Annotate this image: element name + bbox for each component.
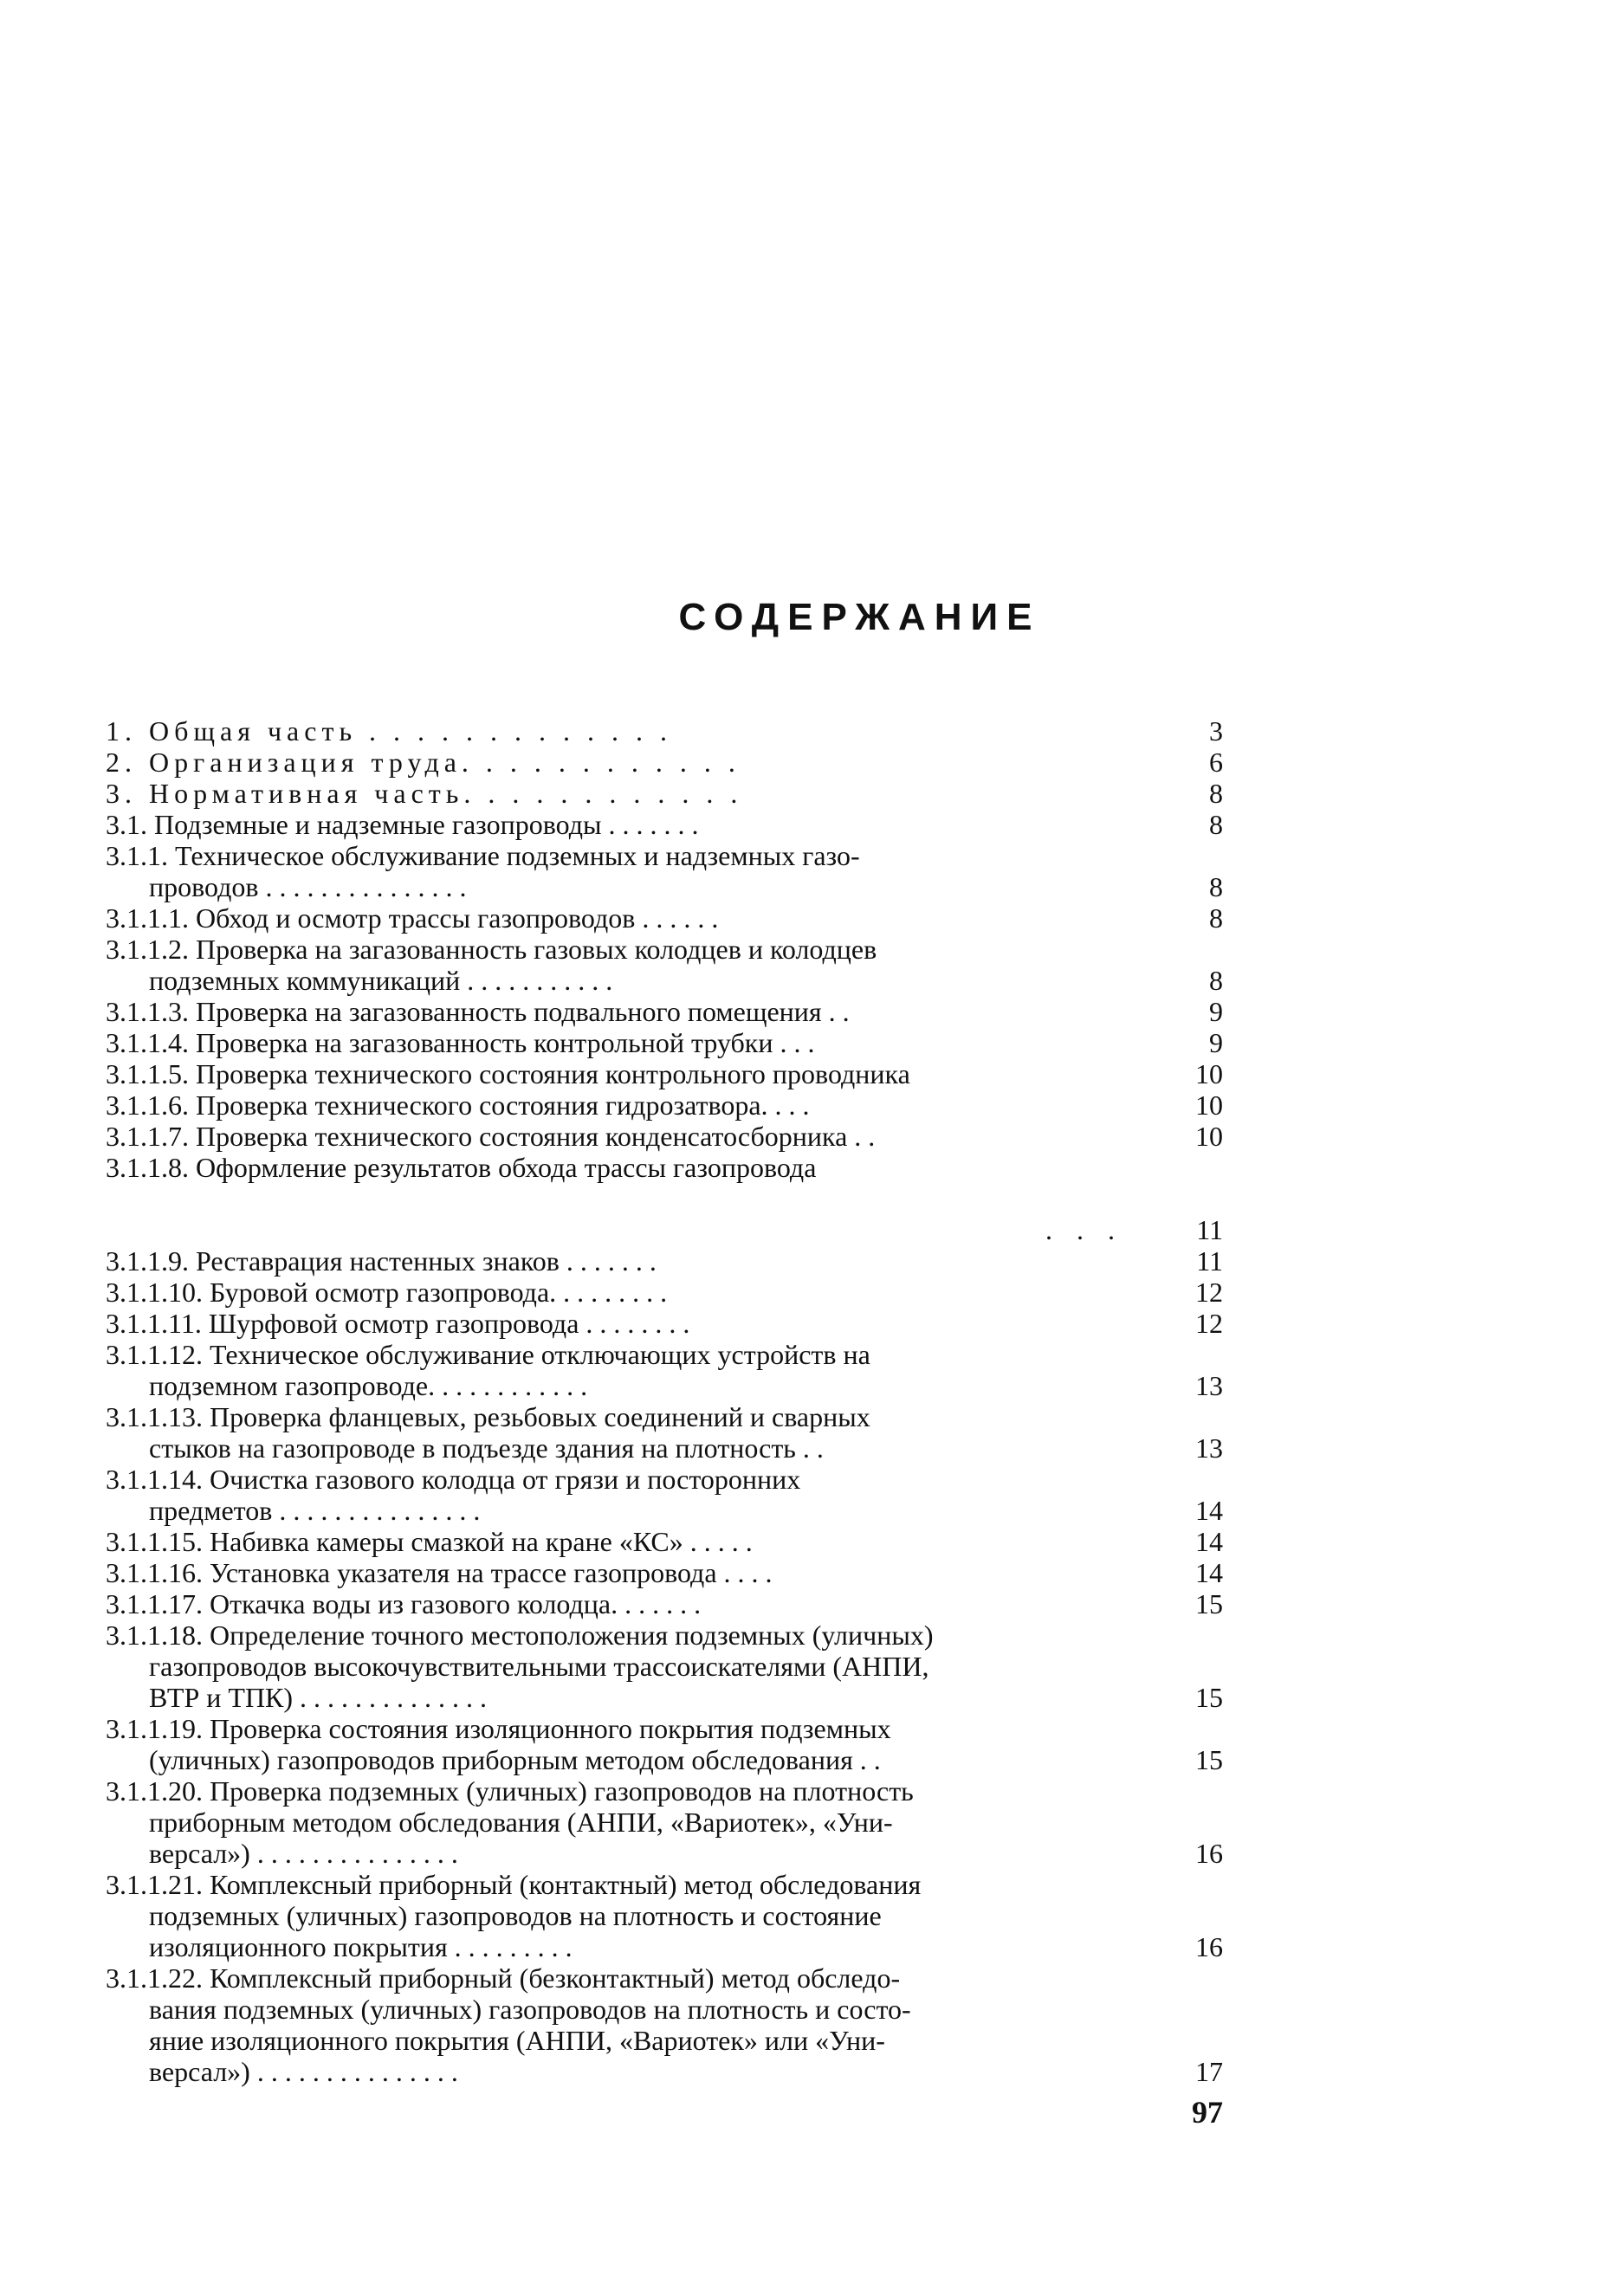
toc-entry <box>106 840 1223 902</box>
toc-entry-continuation: изоляционного покрытия . . . . . . . . . <box>149 1931 573 1962</box>
toc-entry-line: 3.1.1.10. Буровой осмотр газопровода. . . . . . . . . <box>106 1277 668 1308</box>
toc-entry-line: 3.1.1.3. Проверка на загазованность подвального помещения . . <box>106 996 850 1027</box>
toc-entry-text <box>106 1089 1123 1121</box>
toc-entry-page: 8 <box>1209 809 1223 840</box>
toc-entry-page: 6 <box>1209 747 1223 778</box>
toc-entry-text <box>106 1962 1123 2087</box>
toc-entry-continuation: версал») . . . . . . . . . . . . . . . <box>149 1838 458 1869</box>
toc-entry <box>106 1775 1223 1869</box>
toc-entry-text <box>106 1245 1123 1277</box>
toc-entry-text <box>106 1339 1123 1401</box>
toc-entry <box>106 1027 1223 1058</box>
toc-entry-line: 3.1.1.4. Проверка на загазованность контрольной трубки . . . <box>106 1027 815 1058</box>
toc-entry-text <box>106 1775 1123 1869</box>
table-of-contents <box>106 715 1223 2087</box>
toc-entry <box>106 778 1223 809</box>
toc-entry <box>106 1464 1223 1526</box>
toc-entry <box>106 1526 1223 1557</box>
toc-entry-line: 3.1.1.20. Проверка подземных (уличных) газопроводов на плотность <box>106 1775 914 1807</box>
toc-entry-line: 3. Нормативная часть. . . . . . . . . . . . <box>106 778 743 809</box>
toc-entry-page: 10 <box>1195 1058 1223 1089</box>
toc-entry-continuation: приборным методом обследования (АНПИ, «Вариотек», «Уни- <box>149 1807 893 1838</box>
toc-entry <box>106 1308 1223 1339</box>
toc-entry-continuation: подземных (уличных) газопроводов на плотность и состояние <box>149 1900 882 1931</box>
toc-entry-text <box>106 1588 1123 1619</box>
toc-entry-line: 3.1.1.19. Проверка состояния изоляционного покрытия подземных <box>106 1713 891 1744</box>
toc-entry-text <box>106 1121 1123 1152</box>
toc-entry-line: 3.1.1.12. Техническое обслуживание отключающих устройств на <box>106 1339 870 1370</box>
toc-entry <box>106 1619 1223 1713</box>
toc-entry-continuation: подземном газопроводе. . . . . . . . . . . . <box>149 1370 588 1401</box>
toc-entry-continuation: версал») . . . . . . . . . . . . . . . <box>149 2056 458 2087</box>
toc-entry-line: 3.1.1.1. Обход и осмотр трассы газопроводов . . . . . . <box>106 902 719 934</box>
toc-entry-text <box>106 1557 1123 1588</box>
toc-entry-continuation: газопроводов высокочувствительными трассоискателями (АНПИ, <box>149 1651 929 1682</box>
toc-entry <box>106 934 1223 996</box>
toc-entry-page: 8 <box>1209 871 1223 902</box>
toc-entry-page: 8 <box>1209 778 1223 809</box>
toc-entry-page: 16 <box>1195 1838 1223 1869</box>
toc-entry-continuation: предметов . . . . . . . . . . . . . . . <box>149 1495 481 1526</box>
page-number: 97 <box>1192 2095 1223 2130</box>
toc-entry-page: 8 <box>1209 902 1223 934</box>
toc-entry-page: 10 <box>1195 1121 1223 1152</box>
toc-entry-line: 3.1.1.5. Проверка технического состояния контрольного проводника <box>106 1058 910 1089</box>
toc-entry-line: 3.1.1.7. Проверка технического состояния конденсатосборника . . <box>106 1121 876 1152</box>
toc-entry-text <box>106 840 1123 902</box>
toc-entry-page: 13 <box>1195 1370 1223 1401</box>
toc-entry-continuation: подземных коммуникаций . . . . . . . . . . . <box>149 965 613 996</box>
toc-entry-continuation: ВТР и ТПК) . . . . . . . . . . . . . . <box>149 1682 488 1713</box>
toc-entry-page: 8 <box>1209 965 1223 996</box>
toc-entry-continuation: (уличных) газопроводов приборным методом обследования . . <box>149 1744 881 1775</box>
toc-entry-page: 14 <box>1195 1526 1223 1557</box>
toc-entry-text <box>106 902 1123 934</box>
toc-entry-page: 16 <box>1195 1931 1223 1962</box>
toc-entry <box>106 1089 1223 1121</box>
toc-entry-line: 3.1.1.13. Проверка фланцевых, резьбовых соединений и сварных <box>106 1401 870 1432</box>
toc-entry-page: 9 <box>1209 1027 1223 1058</box>
toc-entry-text <box>106 1058 1123 1089</box>
toc-entry-continuation: яние изоляционного покрытия (АНПИ, «Вариотек» или «Уни- <box>149 2025 885 2056</box>
toc-entry <box>106 809 1223 840</box>
toc-entry-line: 3.1.1. Техническое обслуживание подземных и надземных газо- <box>106 840 860 871</box>
toc-entry-text <box>106 715 1123 747</box>
toc-entry-page: 15 <box>1195 1588 1223 1619</box>
toc-entry <box>106 1401 1223 1464</box>
toc-entry <box>106 996 1223 1027</box>
toc-entry-line: 2. Организация труда. . . . . . . . . . . . <box>106 747 741 778</box>
toc-entry-continuation: . . . <box>1045 1214 1123 1245</box>
toc-entry-page: 13 <box>1195 1432 1223 1464</box>
toc-entry <box>106 1277 1223 1308</box>
toc-entry <box>106 1869 1223 1962</box>
toc-entry <box>106 1121 1223 1152</box>
toc-entry-text <box>106 1713 1123 1775</box>
toc-entry-text <box>106 1526 1123 1557</box>
toc-entry-text <box>106 1027 1123 1058</box>
page-title: СОДЕРЖАНИЕ <box>678 596 1041 638</box>
toc-entry-continuation <box>106 1183 1123 1214</box>
toc-entry-page: 12 <box>1195 1277 1223 1308</box>
toc-entry <box>106 1557 1223 1588</box>
toc-entry <box>106 1058 1223 1089</box>
toc-entry <box>106 715 1223 747</box>
toc-entry-line: 1. Общая часть . . . . . . . . . . . . . <box>106 715 673 747</box>
toc-entry-line: 3.1.1.16. Установка указателя на трассе газопровода . . . . <box>106 1557 773 1588</box>
toc-entry <box>106 1339 1223 1401</box>
toc-entry-text <box>106 1277 1123 1308</box>
toc-entry <box>106 1152 1223 1245</box>
toc-entry-page: 17 <box>1195 2056 1223 2087</box>
toc-entry-line: 3.1.1.9. Реставрация настенных знаков . . . . . . . <box>106 1245 657 1277</box>
toc-entry-page: 11 <box>1196 1214 1223 1245</box>
toc-entry-line: 3.1.1.17. Откачка воды из газового колодца. . . . . . . <box>106 1588 702 1619</box>
toc-entry-line: 3.1.1.6. Проверка технического состояния гидрозатвора. . . . <box>106 1089 810 1121</box>
toc-entry-page: 10 <box>1195 1089 1223 1121</box>
toc-entry-text <box>106 1308 1123 1339</box>
toc-entry <box>106 1245 1223 1277</box>
toc-entry-text <box>106 1869 1123 1962</box>
toc-entry-continuation: проводов . . . . . . . . . . . . . . . <box>149 871 467 902</box>
toc-entry-text <box>106 1619 1123 1713</box>
toc-entry-line: 3.1.1.14. Очистка газового колодца от грязи и посторонних <box>106 1464 801 1495</box>
toc-entry <box>106 1588 1223 1619</box>
toc-entry <box>106 1713 1223 1775</box>
toc-entry-page: 14 <box>1195 1495 1223 1526</box>
toc-entry-text <box>106 996 1123 1027</box>
toc-entry-page: 15 <box>1195 1682 1223 1713</box>
toc-entry-text <box>106 934 1123 996</box>
toc-entry-line: 3.1.1.11. Шурфовой осмотр газопровода . . . . . . . . <box>106 1308 690 1339</box>
toc-entry-text <box>106 778 1123 809</box>
toc-entry-continuation: вания подземных (уличных) газопроводов на плотность и состо- <box>149 1994 911 2025</box>
toc-entry-line: 3.1.1.8. Оформление результатов обхода трассы газопровода <box>106 1152 817 1183</box>
toc-entry-text <box>106 1464 1123 1526</box>
toc-entry-text <box>106 1152 1123 1245</box>
toc-entry-line: 3.1.1.22. Комплексный приборный (безконтактный) метод обследо- <box>106 1962 901 1994</box>
toc-entry-line: 3.1.1.18. Определение точного местоположения подземных (уличных) <box>106 1619 934 1651</box>
toc-entry-continuation: стыков на газопроводе в подъезде здания на плотность . . <box>149 1432 824 1464</box>
toc-entry <box>106 902 1223 934</box>
toc-entry <box>106 1962 1223 2087</box>
toc-entry-text <box>106 1401 1123 1464</box>
toc-entry-page: 15 <box>1195 1744 1223 1775</box>
toc-entry-page: 12 <box>1195 1308 1223 1339</box>
toc-entry-line: 3.1. Подземные и надземные газопроводы . . . . . . . <box>106 809 699 840</box>
toc-entry <box>106 747 1223 778</box>
toc-entry-line: 3.1.1.21. Комплексный приборный (контактный) метод обследования <box>106 1869 922 1900</box>
toc-entry-page: 14 <box>1195 1557 1223 1588</box>
toc-entry-text <box>106 747 1123 778</box>
toc-entry-page: 9 <box>1209 996 1223 1027</box>
toc-entry-page: 11 <box>1196 1245 1223 1277</box>
toc-entry-line: 3.1.1.15. Набивка камеры смазкой на кране «КС» . . . . . <box>106 1526 753 1557</box>
toc-entry-text <box>106 809 1123 840</box>
toc-entry-line: 3.1.1.2. Проверка на загазованность газовых колодцев и колодцев <box>106 934 877 965</box>
toc-entry-page: 3 <box>1209 715 1223 747</box>
